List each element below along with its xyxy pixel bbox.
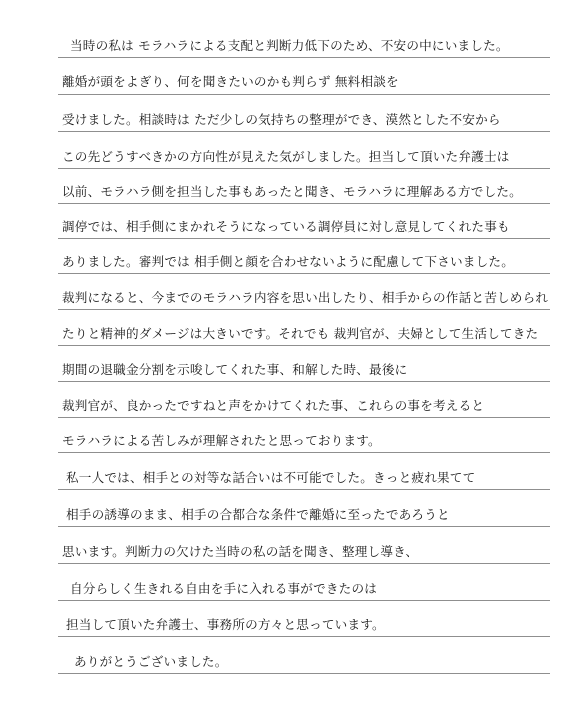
letter-line: 裁判になると、今までのモラハラ内容を思い出したり、相手からの作話と苦しめられ <box>62 290 549 305</box>
ruled-line <box>58 238 550 239</box>
letter-line: 離婚が頭をよぎり、何を聞きたいのかも判らず 無料相談を <box>62 74 399 89</box>
ruled-line <box>58 600 550 601</box>
ruled-line <box>58 526 550 527</box>
letter-line: 裁判官が、良かったですねと声をかけてくれた事、これらの事を考えると <box>62 398 485 413</box>
ruled-line <box>58 452 550 453</box>
ruled-line <box>58 563 550 564</box>
letter-line: 私一人では、相手との対等な話合いは不可能でした。きっと疲れ果てて <box>66 470 476 485</box>
letter-line: 期間の退職金分割を示唆してくれた事、和解した時、最後に <box>62 362 408 377</box>
ruled-line <box>58 417 550 418</box>
ruled-line <box>58 636 550 637</box>
ruled-line <box>58 168 550 169</box>
ruled-line <box>58 381 550 382</box>
ruled-line <box>58 203 550 204</box>
letter-line: たりと精神的ダメージは大きいです。それでも 裁判官が、夫婦として生活してきた <box>62 326 539 341</box>
ruled-line <box>58 94 550 95</box>
letter-line: ありました。審判では 相手側と顔を合わせないように配慮して下さいました。 <box>62 254 514 269</box>
letter-line: 当時の私は モラハラによる支配と判断力低下のため、不安の中にいました。 <box>70 38 509 53</box>
ruled-line <box>58 273 550 274</box>
letter-line: 思います。判断力の欠けた当時の私の話を聞き、整理し導き、 <box>62 544 419 559</box>
letter-line: モラハラによる苦しみが理解されたと思っております。 <box>62 433 381 448</box>
ruled-line <box>58 131 550 132</box>
letter-line: 自分らしく生きれる自由を手に入れる事ができたのは <box>70 581 378 596</box>
ruled-line <box>58 345 550 346</box>
letter-line: 受けました。相談時は ただ少しの気持ちの整理ができ、漠然とした不安から <box>62 112 501 127</box>
ruled-line <box>58 673 550 674</box>
ruled-line <box>58 57 550 58</box>
letter-line: 相手の誘導のまま、相手の合都合な条件で離婚に至ったであろうと <box>66 507 450 522</box>
ruled-line <box>58 489 550 490</box>
ruled-line <box>58 309 550 310</box>
letter-line: この先どうすべきかの方向性が見えた気がしました。担当して頂いた弁護士は <box>62 149 510 164</box>
letter-line: 以前、モラハラ側を担当した事もあったと聞き、モラハラに理解ある方でした。 <box>62 184 522 199</box>
letter-line: ありがとうございました。 <box>74 654 228 669</box>
letter-line: 担当して頂いた弁護士、事務所の方々と思っています。 <box>66 617 385 632</box>
letter-line: 調停では、相手側にまかれそうになっている調停員に対し意見してくれた事も <box>62 219 510 234</box>
